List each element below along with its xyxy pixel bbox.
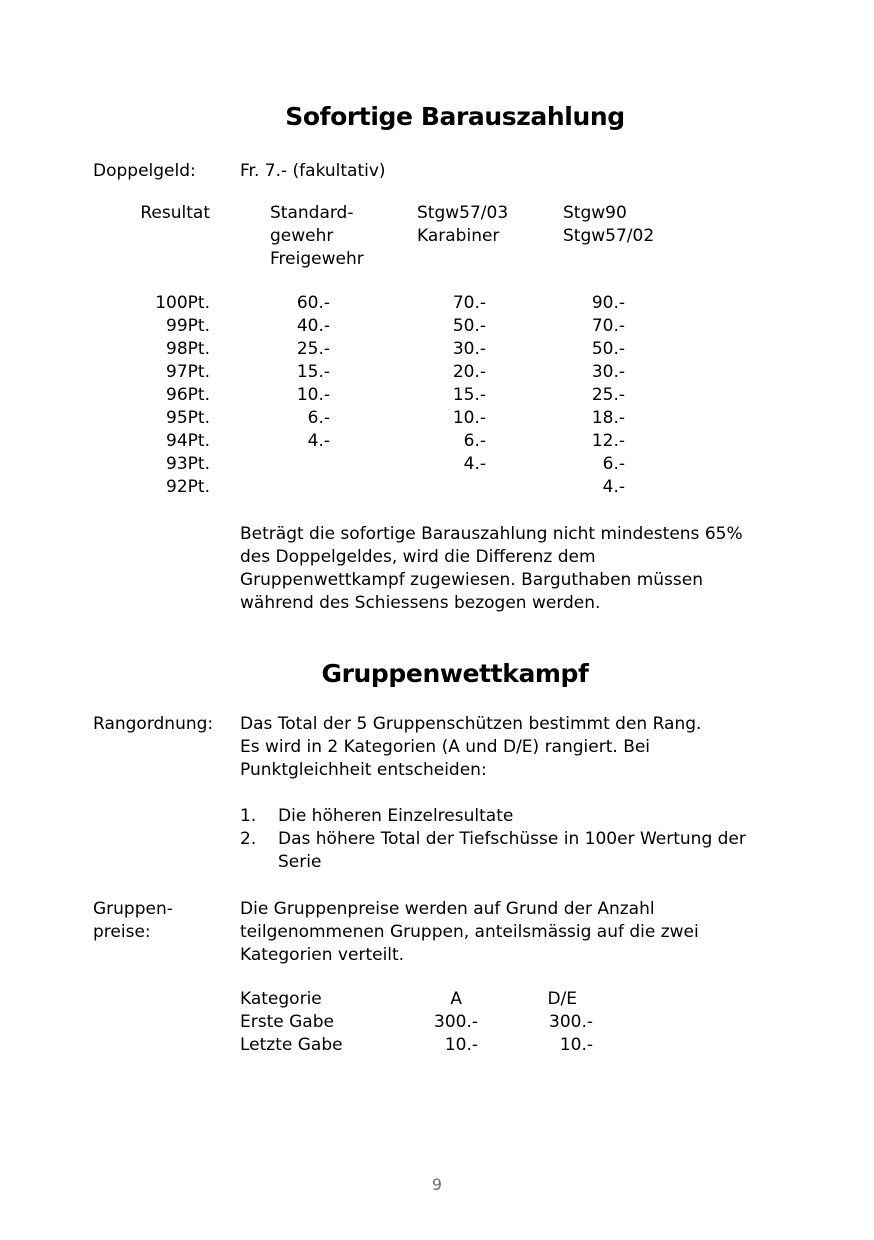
standard-cell: 25.- (296, 339, 330, 359)
rangordnung-row (93, 713, 701, 782)
result-cell: 96Pt. (166, 385, 210, 405)
table-row (240, 1011, 593, 1034)
standard-cell: 6.- (307, 408, 330, 428)
table-row (240, 1034, 593, 1057)
stgw90-cell: 70.- (591, 316, 625, 336)
rangordnung-line: Punktgleichheit entscheiden: (240, 760, 487, 780)
header-line: Stgw57/03 (417, 203, 509, 223)
table-row (90, 384, 625, 407)
list-item (240, 828, 746, 874)
rangordnung-label: Rangordnung: (93, 714, 214, 734)
prize-row-label: Letzte Gabe (240, 1035, 343, 1055)
tiebreak-criteria-list (240, 805, 746, 874)
stgw90-cell: 30.- (591, 362, 625, 382)
list-item (240, 805, 746, 828)
stgw90-cell: 25.- (591, 385, 625, 405)
payout-table-body (90, 292, 625, 499)
result-cell: 97Pt. (166, 362, 210, 382)
standard-cell (250, 453, 330, 476)
table-row (90, 338, 625, 361)
list-item-line: Die höheren Einzelresultate (278, 806, 514, 826)
list-item-text (278, 828, 746, 874)
standard-cell (250, 476, 330, 499)
karabiner-cell: 15.- (452, 385, 486, 405)
gruppenpreise-label (93, 898, 240, 967)
doppelgeld-value: Fr. 7.- (fakultativ) (240, 161, 386, 181)
list-item-text (278, 805, 513, 828)
prize-table-header (240, 988, 593, 1011)
result-cell: 99Pt. (166, 316, 210, 336)
payout-section-title: Sofortige Barauszahlung (285, 102, 625, 131)
payout-header-stgw90 (563, 202, 713, 271)
doppelgeld-row (93, 160, 386, 183)
doppelgeld-label: Doppelgeld: (93, 161, 196, 181)
list-item-number: 2. (240, 829, 257, 849)
payout-header-karabiner (417, 202, 563, 271)
label-line: preise: (93, 922, 151, 942)
result-cell: 100Pt. (155, 293, 210, 313)
gruppenpreise-text (240, 898, 699, 967)
gruppenpreise-line: teilgenommenen Gruppen, anteilsmässig auf die zwei (240, 922, 699, 942)
category-de-header: D/E (547, 989, 577, 1009)
header-line: Standard- (270, 203, 354, 223)
standard-cell: 4.- (307, 431, 330, 451)
note-line: Beträgt die sofortige Barauszahlung nicht mindestens 65% (240, 524, 743, 544)
result-cell: 93Pt. (166, 454, 210, 474)
prize-table (240, 988, 593, 1057)
payout-note (240, 523, 743, 615)
table-row (90, 453, 625, 476)
standard-cell: 10.- (296, 385, 330, 405)
page-number: 9 (431, 1175, 443, 1194)
prize-de-cell: 10.- (559, 1035, 593, 1055)
header-line: Karabiner (417, 226, 500, 246)
karabiner-cell: 30.- (452, 339, 486, 359)
result-cell: 94Pt. (166, 431, 210, 451)
rangordnung-text (240, 713, 701, 782)
list-item-number: 1. (240, 806, 257, 826)
rangordnung-line: Es wird in 2 Kategorien (A und D/E) rangiert. Bei (240, 737, 651, 757)
stgw90-cell: 18.- (591, 408, 625, 428)
standard-cell: 15.- (296, 362, 330, 382)
table-row (90, 361, 625, 384)
header-line: Freigewehr (270, 249, 364, 269)
header-line: Stgw90 (563, 203, 627, 223)
gruppenpreise-row (93, 898, 699, 967)
note-line: Gruppenwettkampf zugewiesen. Barguthaben müssen (240, 570, 703, 590)
kategorie-header: Kategorie (240, 989, 322, 1009)
payout-header-resultat: Resultat (140, 203, 210, 223)
standard-cell: 60.- (296, 293, 330, 313)
karabiner-cell: 70.- (452, 293, 486, 313)
label-line: Gruppen- (93, 899, 173, 919)
table-row (90, 430, 625, 453)
table-row (90, 315, 625, 338)
prize-a-cell: 10.- (444, 1035, 478, 1055)
table-row (90, 407, 625, 430)
payout-table-header (90, 202, 713, 271)
stgw90-cell: 90.- (591, 293, 625, 313)
rangordnung-line: Das Total der 5 Gruppenschützen bestimmt den Rang. (240, 714, 702, 734)
table-row (90, 476, 625, 499)
list-item-line: Das höhere Total der Tiefschüsse in 100er Wertung der (278, 829, 746, 849)
note-line: des Doppelgeldes, wird die Differenz dem (240, 547, 596, 567)
note-line: während des Schiessens bezogen werden. (240, 593, 601, 613)
gruppenpreise-line: Kategorien verteilt. (240, 945, 405, 965)
karabiner-cell: 50.- (452, 316, 486, 336)
karabiner-cell: 20.- (452, 362, 486, 382)
prize-row-label: Erste Gabe (240, 1012, 334, 1032)
table-row (90, 292, 625, 315)
list-item-line: Serie (278, 852, 322, 872)
result-cell: 95Pt. (166, 408, 210, 428)
karabiner-cell: 4.- (463, 454, 486, 474)
karabiner-cell (330, 476, 486, 499)
gruppenpreise-line: Die Gruppenpreise werden auf Grund der Anzahl (240, 899, 655, 919)
stgw90-cell: 12.- (591, 431, 625, 451)
stgw90-cell: 6.- (602, 454, 625, 474)
prize-a-cell: 300.- (434, 1012, 478, 1032)
header-line: Stgw57/02 (563, 226, 655, 246)
stgw90-cell: 50.- (591, 339, 625, 359)
result-cell: 98Pt. (166, 339, 210, 359)
karabiner-cell: 6.- (463, 431, 486, 451)
category-a-header: A (450, 989, 462, 1009)
karabiner-cell: 10.- (452, 408, 486, 428)
group-section-title: Gruppenwettkampf (321, 659, 589, 688)
standard-cell: 40.- (296, 316, 330, 336)
stgw90-cell: 4.- (602, 477, 625, 497)
payout-header-standardgewehr (270, 202, 417, 271)
result-cell: 92Pt. (166, 477, 210, 497)
prize-de-cell: 300.- (549, 1012, 593, 1032)
header-line: gewehr (270, 226, 334, 246)
